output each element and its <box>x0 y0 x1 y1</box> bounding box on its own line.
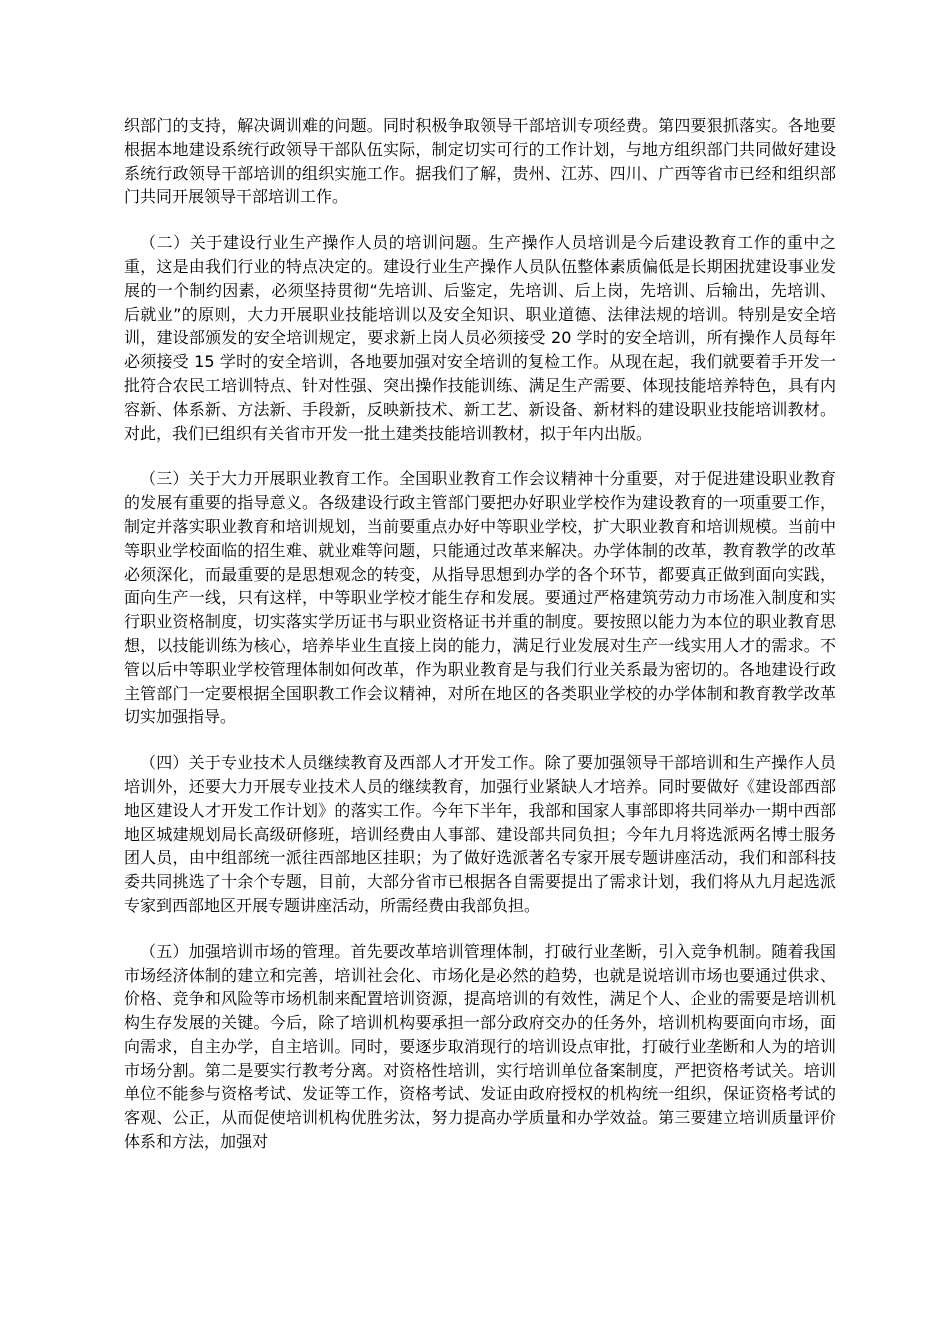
paragraph-section-5: （五）加强培训市场的管理。首先要改革培训管理体制，打破行业垄断，引入竞争机制。随着我国市场经济体制的建立和完善，培训社会化、市场化是必然的趋势，也就是说培训市场也要通过供求、价格、竞争和风险等市场机制来配置培训资源，提高培训的有效性，满足个人、企业的需要是培训机构生存发展的关键。今后，除了培训机构要承担一部分政府交办的任务外，培训机构要面向市场，面向需求，自主办学，自主培训。同时，要逐步取消现行的培训设点审批，打破行业垄断和人为的培训市场分割。第二是要实行教考分离。对资格性培训，实行培训单位备案制度，严把资格考试关。培训单位不能参与资格考试、发证等工作，资格考试、发证由政府授权的机构统一组织，保证资格考试的客观、公正，从而促使培训机构优胜劣汰，努力提高办学质量和办学效益。第三要建立培训质量评价体系和方法，加强对 <box>124 941 836 1152</box>
document-body <box>124 114 836 1176</box>
paragraph-section-3: （三）关于大力开展职业教育工作。全国职业教育工作会议精神十分重要，对于促进建设职业教育的发展有重要的指导意义。各级建设行政主管部门要把办好职业学校作为建设教育的一项重要工作，制定并落实职业教育和培训规划，当前要重点办好中等职业学校，扩大职业教育和培训规模。当前中等职业学校面临的招生难、就业难等问题，只能通过改革来解决。办学体制的改革，教育教学的改革必须深化，而最重要的是思想观念的转变，从指导思想到办学的各个环节，都要真正做到面向实践，面向生产一线，只有这样，中等职业学校才能生存和发展。要通过严格建筑劳动力市场准入制度和实行职业资格制度，切实落实学历证书与职业资格证书并重的制度。要按照以能力为本位的职业教育思想，以技能训练为核心，培养毕业生直接上岗的能力，满足行业发展对生产一线实用人才的需求。不管以后中等职业学校管理体制如何改革，作为职业教育是与我们行业关系最为密切的。各地建设行政主管部门一定要根据全国职教工作会议精神，对所在地区的各类职业学校的办学体制和教育教学改革切实加强指导。 <box>124 469 836 727</box>
paragraph-section-2: （二）关于建设行业生产操作人员的培训问题。生产操作人员培训是今后建设教育工作的重中之重，这是由我们行业的特点决定的。建设行业生产操作人员队伍整体素质偏低是长期困扰建设事业发展的一个制约因素，必须坚持贯彻“先培训、后鉴定，先培训、后上岗，先培训、后输出，先培训、后就业”的原则，大力开展职业技能培训以及安全知识、职业道德、法律法规的培训。特别是安全培训，建设部颁发的安全培训规定，要求新上岗人员必须接受 20 学时的安全培训，所有操作人员每年必须接受 15 学时的安全培训，各地要加强对安全培训的复检工作。从现在起，我们就要着手开发一批符合农民工培训特点、针对性强、突出操作技能训练、满足生产需要、体现技能培养特色，具有内容新、体系新、方法新、手段新，反映新技术、新工艺、新设备、新材料的建设职业技能培训教材。对此，我们已组织有关省市开发一批土建类技能培训教材，拟于年内出版。 <box>124 233 836 443</box>
paragraph-section-4: （四）关于专业技术人员继续教育及西部人才开发工作。除了要加强领导干部培训和生产操作人员培训外，还要大力开展专业技术人员的继续教育，加强行业紧缺人才培养。同时要做好《建设部西部地区建设人才开发工作计划》的落实工作。今年下半年，我部和国家人事部即将共同举办一期中西部地区城建规划局长高级研修班，培训经费由人事部、建设部共同负担；今年九月将选派两名博士服务团人员，由中组部统一派往西部地区挂职；为了做好选派著名专家开展专题讲座活动，我们和部科技委共同挑选了十余个专题，目前，大部分省市已根据各自需要提出了需求计划，我们将从九月起选派专家到西部地区开展专题讲座活动，所需经费由我部负担。 <box>124 753 836 915</box>
paragraph-continuation: 织部门的支持，解决调训难的问题。同时积极争取领导干部培训专项经费。第四要狠抓落实。各地要根据本地建设系统行政领导干部队伍实际，制定切实可行的工作计划，与地方组织部门共同做好建设系统行政领导干部培训的组织实施工作。据我们了解，贵州、江苏、四川、广西等省市已经和组织部门共同开展领导干部培训工作。 <box>124 116 836 207</box>
